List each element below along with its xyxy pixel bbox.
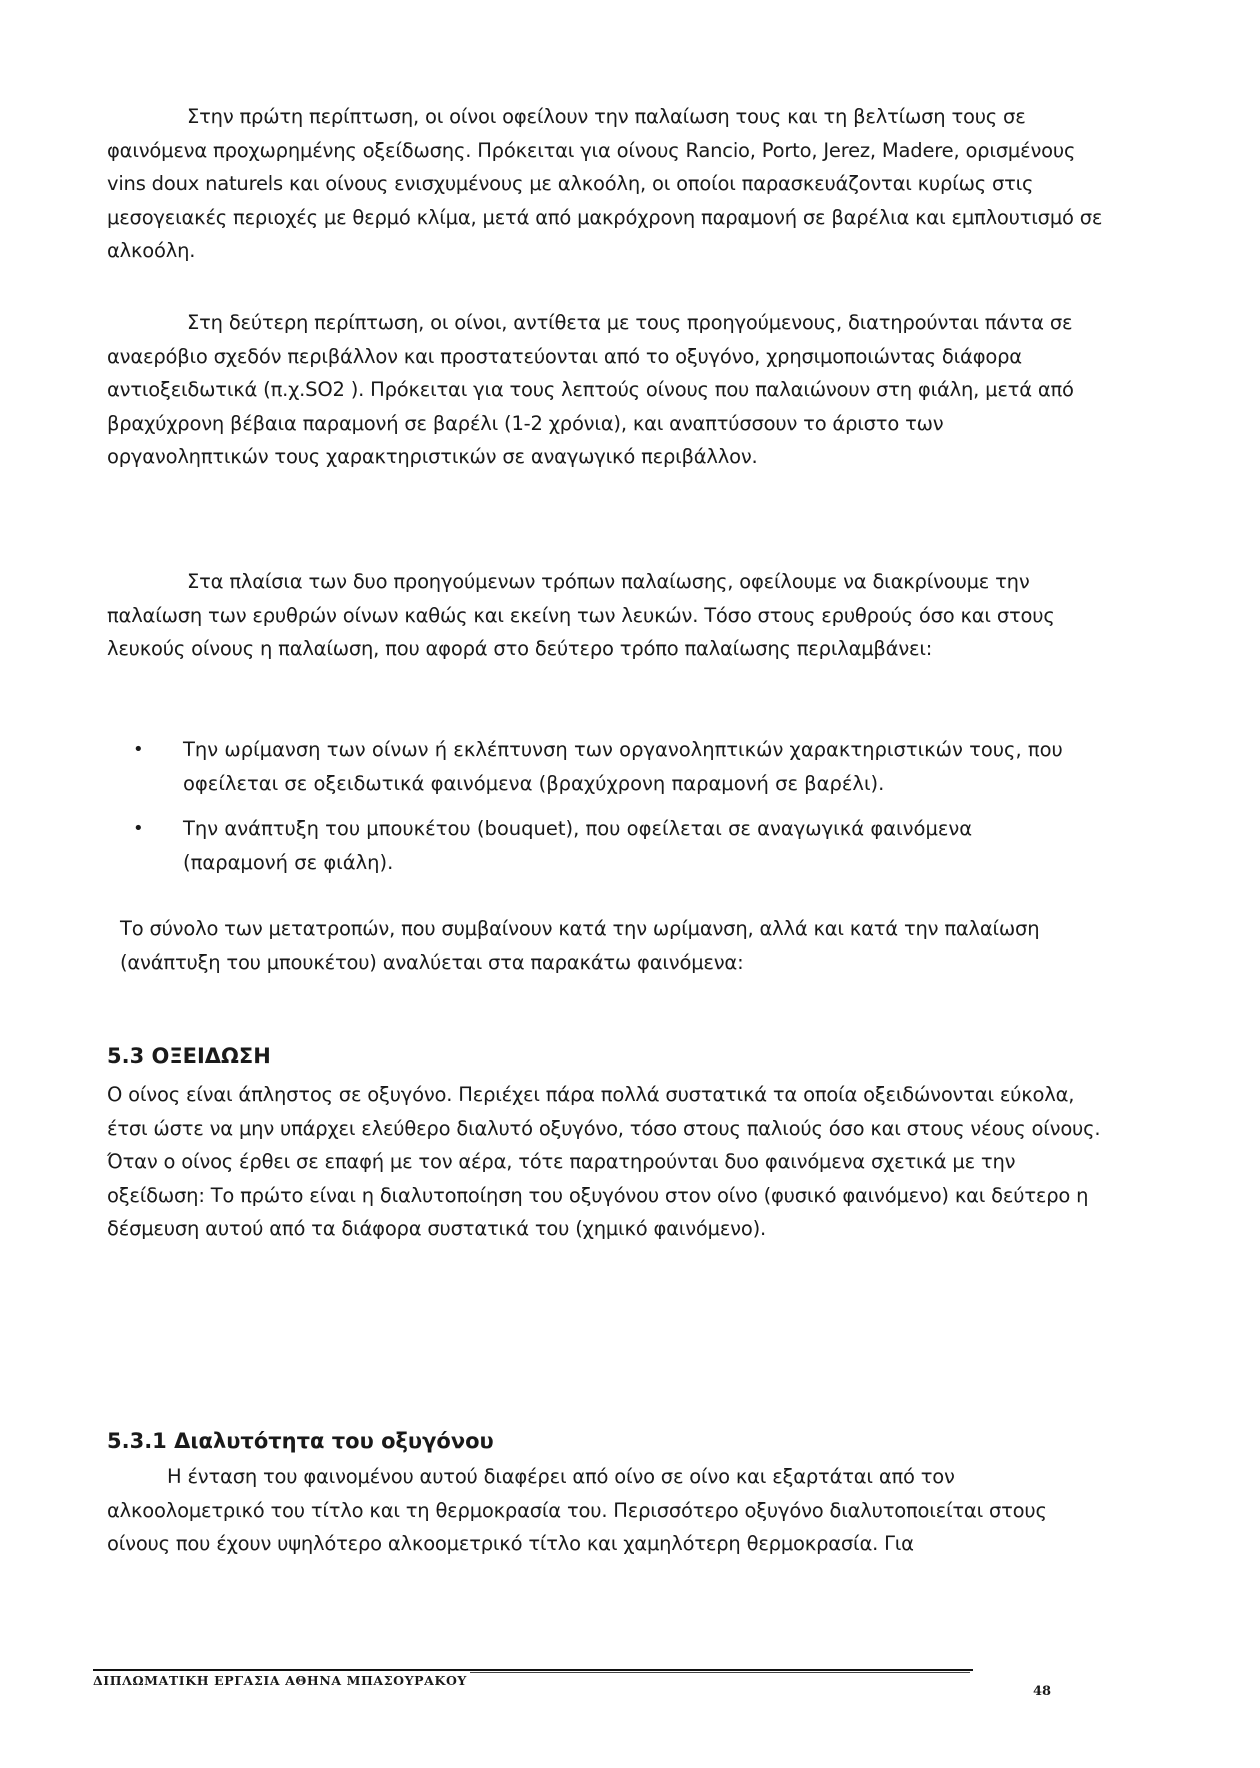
footer-rule: [93, 1669, 973, 1671]
paragraph-reductive-aging: Στη δεύτερη περίπτωση, οι οίνοι, αντίθετα με τους προηγούμενους, διατηρούνται πάντα σε αναερόβιο σχεδόν περιβάλλον και προστατεύονται από το οξυγόνο, χρησιμοποιώντας διάφορα αντιοξειδωτικά (π.χ.SO2 ). Πρόκειται για τους λεπτούς οίνους που παλαιώνουν στη φιάλη, μετά από βραχύχρονη βέβαια παραμονή σε βαρέλι (1-2 χρόνια), και αναπτύσσουν το άριστο των οργανοληπτικών τους χαρακτηριστικών σε αναγωγικό περιβάλλον.: [107, 311, 1074, 468]
paragraph-oxygen-greed: Ο οίνος είναι άπληστος σε οξυγόνο. Περιέχει πάρα πολλά συστατικά τα οποία οξειδώνονται εύκολα, έτσι ώστε να μην υπάρχει ελεύθερο διαλυτό οξυγόνο, τόσο στους παλιούς όσο και στους νέους οίνους. Όταν ο οίνος έρθει σε επαφή με τον αέρα, τότε παρατηρούνται δυο φαινόμενα σχετικά με την οξείδωση: Το πρώτο είναι η διαλυτοποίηση του οξυγόνου στον οίνο (φυσικό φαινόμενο) και δεύτερο η δέσμευση αυτού από τα διάφορα συστατικά του (χημικό φαινόμενο).: [107, 1083, 1101, 1240]
list-item-text: Την ωρίμανση των οίνων ή εκλέπτυνση των οργανοληπτικών χαρακτηριστικών τους, που οφείλεται σε οξειδωτικά φαινόμενα (βραχύχρονη παραμονή σε βαρέλι).: [183, 738, 1063, 795]
section-heading-oxidation: 5.3 ΟΞΕΙΔΩΣΗ: [107, 1044, 271, 1068]
footer-rule-secondary: [470, 1672, 970, 1673]
aging-bullet-list: [133, 733, 1063, 891]
paragraph-red-white-aging: Στα πλαίσια των δυο προηγούμενων τρόπων παλαίωσης, οφείλουμε να διακρίνουμε την παλαίωση των ερυθρών οίνων καθώς και εκείνη των λευκών. Τόσο στους ερυθρούς όσο και στους λευκούς οίνους η παλαίωση, που αφορά στο δεύτερο τρόπο παλαίωσης περιλαμβάνει:: [107, 570, 1055, 660]
bullet-icon: •: [133, 818, 144, 839]
bullet-icon: •: [133, 739, 144, 760]
paragraph-oxidative-aging: Στην πρώτη περίπτωση, οι οίνοι οφείλουν την παλαίωση τους και τη βελτίωση τους σε φαινόμενα προχωρημένης οξείδωσης. Πρόκειται για οίνους Rancio, Porto, Jerez, Madere, ορισμένους vins doux naturels και οίνους ενισχυμένους με αλκοόλη, οι οποίοι παρασκευάζονται κυρίως στις μεσογειακές περιοχές με θερμό κλίμα, μετά από μακρόχρονη παραμονή σε βαρέλια και εμπλουτισμό σε αλκοόλη.: [107, 105, 1103, 262]
footer-title: ΔΙΠΛΩΜΑΤΙΚΗ ΕΡΓΑΣΙΑ ΑΘΗΝΑ ΜΠΑΣΟΥΡΑΚΟΥ: [93, 1673, 467, 1688]
paragraph-transformations: Το σύνολο των μετατροπών, που συμβαίνουν κατά την ωρίμανση, αλλά και κατά την παλαίωση (ανάπτυξη του μπουκέτου) αναλύεται στα παρακάτω φαινόμενα:: [120, 917, 1040, 974]
paragraph-solubility: Η ένταση του φαινομένου αυτού διαφέρει από οίνο σε οίνο και εξαρτάται από τον αλκοολομετρικό του τίτλο και τη θερμοκρασία του. Περισσότερο οξυγόνο διαλυτοποιείται στους οίνους που έχουν υψηλότερο αλκοομετρικό τίτλο και χαμηλότερη θερμοκρασία. Για: [107, 1465, 1047, 1555]
list-item-text: Την ανάπτυξη του μπουκέτου (bouquet), που οφείλεται σε αναγωγικά φαινόμενα (παραμονή σε φιάλη).: [183, 817, 973, 874]
list-item: [133, 733, 1063, 800]
list-item: [133, 812, 1063, 879]
subsection-heading-oxygen-solubility: 5.3.1 Διαλυτότητα του οξυγόνου: [107, 1429, 494, 1453]
page-number: 48: [1033, 1684, 1052, 1699]
